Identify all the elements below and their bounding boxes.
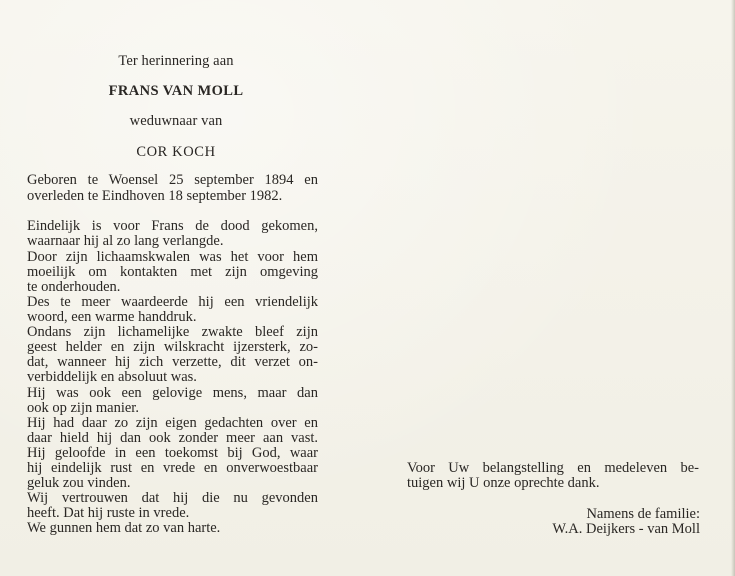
body-line: Door zijn lichaamskwalen was het voor hem — [27, 249, 318, 265]
body-line: ook op zijn manier. — [27, 400, 139, 416]
body-line: dat, wanneer hij zich verzette, dit verzet on- — [27, 354, 318, 370]
body-line: moeilijk om kontakten met zijn omgeving — [27, 264, 318, 280]
relation-text: weduwnaar van — [129, 113, 223, 129]
intro-text: Ter herinnering aan — [118, 53, 234, 69]
body-line: Ondans zijn lichamelijke zwakte bleef zijn — [27, 324, 318, 340]
body-line: geest helder en zijn wilskracht ijzersterk, zo- — [27, 339, 318, 355]
thanks-line: tuigen wij U onze oprechte dank. — [407, 475, 600, 491]
body-line: hij eindelijk rust en vrede en onverwoestbaar — [27, 460, 318, 476]
body-line: Hij was ook een gelovige mens, maar dan — [27, 385, 318, 401]
body-line: Wij vertrouwen dat hij die nu gevonden — [27, 490, 318, 506]
signature-names: W.A. Deijkers - van Moll — [552, 521, 700, 537]
body-line: waarnaar hij al zo lang verlangde. — [27, 233, 224, 249]
body-line: daar hield hij dan ook zonder meer aan vast. — [27, 430, 318, 446]
body-line: woord, een warme handdruk. — [27, 309, 197, 325]
deceased-name: FRANS VAN MOLL — [108, 83, 244, 99]
birth-line: Geboren te Woensel 25 september 1894 en — [27, 172, 318, 188]
body-line: We gunnen hem dat zo van harte. — [27, 520, 221, 536]
body-line: verbiddelijk en absoluut was. — [27, 369, 197, 385]
body-line: heeft. Dat hij ruste in vrede. — [27, 505, 190, 521]
body-line: Eindelijk is voor Frans de dood gekomen, — [27, 218, 318, 234]
death-line: overleden te Eindhoven 18 september 1982. — [27, 188, 283, 204]
body-line: Des te meer waardeerde hij een vriendelijk — [27, 294, 318, 310]
spouse-name: COR KOCH — [136, 144, 216, 160]
body-line: Hij had daar zo zijn eigen gedachten over en — [27, 415, 318, 431]
body-line: geluk zou vinden. — [27, 475, 131, 491]
signature-label: Namens de familie: — [586, 506, 700, 522]
thanks-line: Voor Uw belangstelling en medeleven be- — [407, 460, 699, 476]
body-line: Hij geloofde in een toekomst bij God, waar — [27, 445, 318, 461]
card-edge-shadow — [731, 0, 735, 576]
body-line: te onderhouden. — [27, 279, 121, 295]
